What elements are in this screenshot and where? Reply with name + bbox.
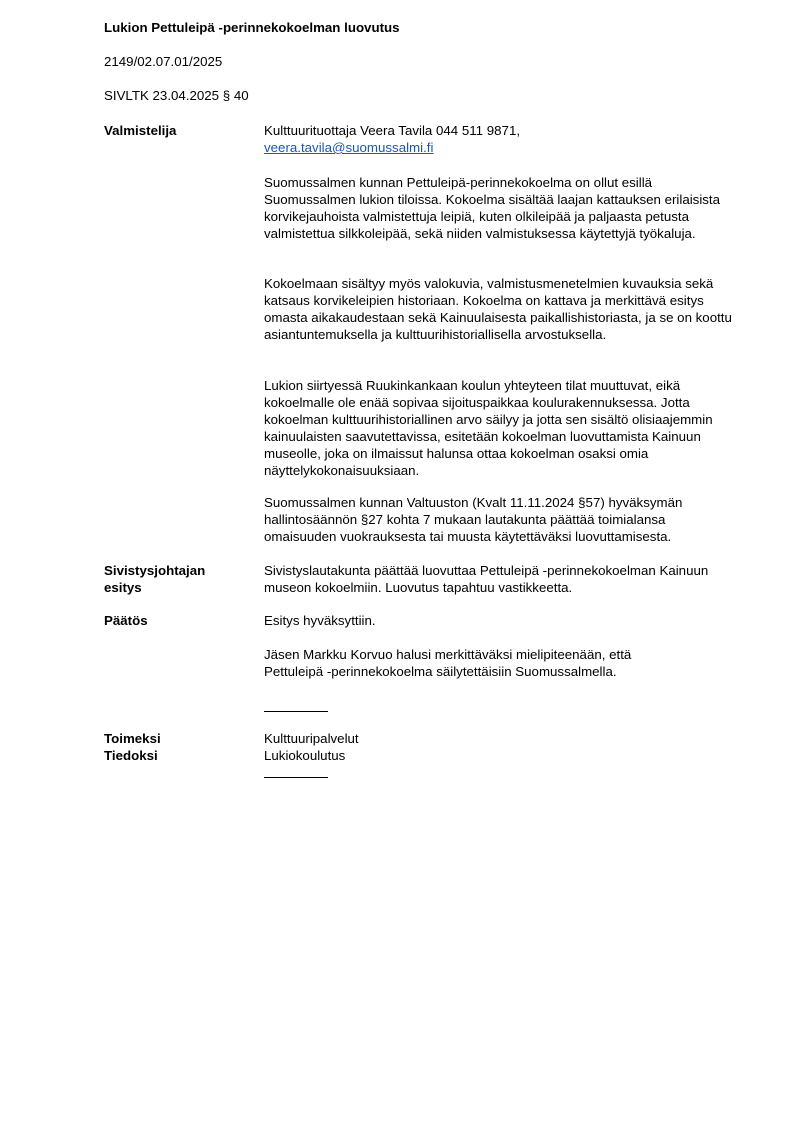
- valmistelija-content: [264, 122, 744, 156]
- valmistelija-paragraph-1: Suomussalmen kunnan Pettuleipä-perinnekokoelma on ollut esillä Suomussalmen lukion tiloissa. Kokoelma sisältää laajan kattauksen erilaisista korvikejauhoista valmistettuja leipiä, kuten olkileipää ja paljaasta petusta valmistettua silkkoleipää, sekä niiden valmistuksessa käytettyjä työkaluja.: [264, 175, 721, 241]
- divider-line: [264, 777, 328, 778]
- document-title: Lukion Pettuleipä -perinnekokoelman luovutus: [104, 20, 400, 35]
- paatos-text-1: Esitys hyväksyttiin.: [264, 613, 376, 628]
- paatos-text-2: Jäsen Markku Korvuo halusi merkittäväksi mielipiteenään, että Pettuleipä -perinnekokoelma säilytettäisiin Suomussalmella.: [264, 647, 632, 679]
- preparer-email-link[interactable]: veera.tavila@suomussalmi.fi: [264, 140, 434, 155]
- toimeksi-label: Toimeksi: [104, 731, 161, 746]
- toimeksi-value: Kulttuuripalvelut: [264, 731, 359, 746]
- divider-line: [264, 711, 328, 712]
- valmistelija-paragraph-2: Kokoelmaan sisältyy myös valokuvia, valmistusmenetelmien kuvauksia sekä katsaus korvikeleipien historiaan. Kokoelma on kattava ja merkittävä esitys omasta aikakaudestaan sekä Kainuulaisesta paikallishistoriasta, ja se on koottu asiantuntemuksella ja kulttuurihistoriallisella arvostuksella.: [264, 276, 732, 342]
- esitys-label-line1: Sivistysjohtajan: [104, 563, 206, 578]
- tiedoksi-value: Lukiokoulutus: [264, 748, 346, 763]
- paatos-label: Päätös: [104, 613, 148, 628]
- tiedoksi-label: Tiedoksi: [104, 748, 158, 763]
- esitys-label-line2: esitys: [104, 580, 142, 595]
- valmistelija-paragraph-4: Suomussalmen kunnan Valtuuston (Kvalt 11.11.2024 §57) hyväksymän hallintosäännön §27 kohta 7 mukaan lautakunta päättää toimialansa omaisuuden vuokrauksesta tai muusta käytettäväksi luovuttamisesta.: [264, 495, 683, 544]
- valmistelija-label: Valmistelija: [104, 123, 177, 138]
- preparer-contact: Kulttuurituottaja Veera Tavila 044 511 9871,: [264, 123, 521, 138]
- meeting-reference: SIVLTK 23.04.2025 § 40: [104, 88, 249, 103]
- esitys-label: [104, 562, 205, 596]
- valmistelija-paragraph-3: Lukion siirtyessä Ruukinkankaan koulun yhteyteen tilat muuttuvat, eikä kokoelmalle ole enää sopivaa sijoituspaikkaa koulurakennuksessa. Jotta kokoelman kulttuurihistoriallinen arvo säilyy ja jotta sen sisältö olisiaajemmin kainuulaisten saavutettavissa, esitetään kokoelman luovuttamista Kainuun museolle, joka on ilmaissut halunsa ottaa kokoelman osaksi omia näyttelykokonaisuuksiaan.: [264, 378, 713, 478]
- reference-number: 2149/02.07.01/2025: [104, 54, 223, 69]
- esitys-text: Sivistyslautakunta päättää luovuttaa Pettuleipä -perinnekokoelman Kainuun museon kokoelmiin. Luovutus tapahtuu vastikkeetta.: [264, 563, 709, 595]
